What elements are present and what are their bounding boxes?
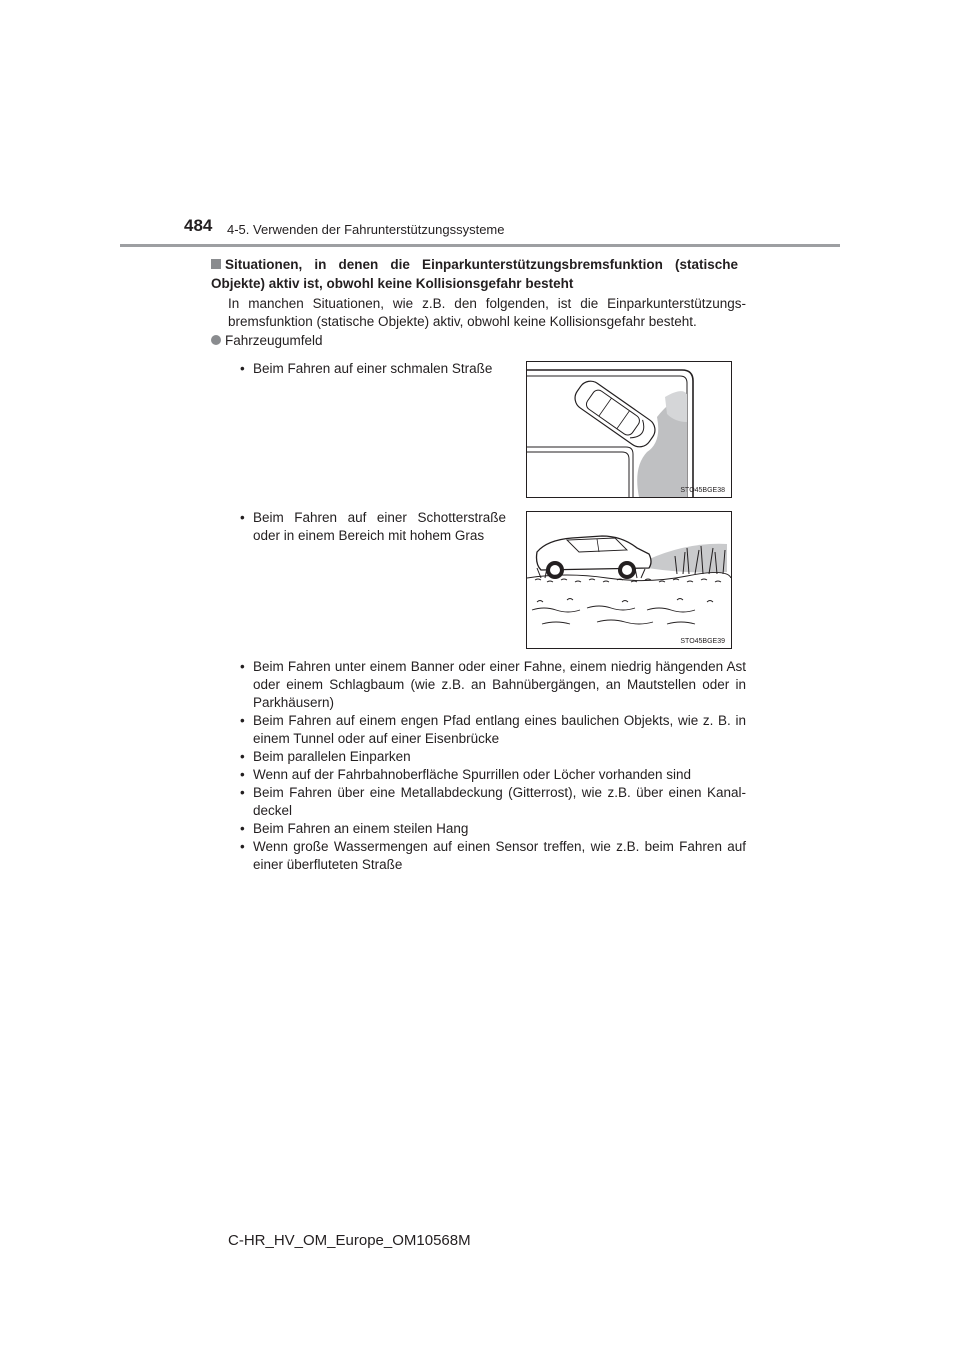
figure-narrow-road: [526, 361, 732, 498]
figure-caption: STO45BGE39: [680, 638, 725, 645]
list-item-text: Beim Fahren auf einer schmalen Straße: [253, 361, 493, 376]
list-item-text-line: Beim Fahren auf einem engen Pfad entlang eines baulichen Objekts, wie z. B. in: [253, 713, 746, 728]
bullet-dot: •: [240, 659, 245, 674]
list-item: [240, 509, 506, 545]
list-item-text: Beim Fahren an einem steilen Hang: [253, 821, 469, 836]
list-item-text-line: Parkhäusern): [253, 695, 335, 710]
bullet-dot: •: [240, 749, 245, 764]
list-item: [240, 360, 492, 378]
section-heading-line1: Situationen, in denen die Einparkunterstützungsbremsfunktion (statische: [225, 257, 738, 272]
gravel-road-illustration: [527, 512, 731, 648]
narrow-road-illustration: [527, 362, 731, 497]
intro-paragraph: [228, 295, 746, 331]
list-item: [240, 712, 746, 748]
intro-line2: bremsfunktion (statische Objekte) aktiv, obwohl keine Kollisionsgefahr besteht.: [228, 314, 697, 329]
subheading-text: Fahrzeugumfeld: [225, 333, 323, 348]
list-item-text-line: einem Tunnel oder auf einer Eisenbrücke: [253, 731, 500, 746]
bullet-dot: •: [240, 821, 245, 836]
list-item-text: Wenn auf der Fahrbahnoberfläche Spurrillen oder Löcher vorhanden sind: [253, 767, 692, 782]
bullet-dot: •: [240, 839, 245, 854]
figure-gravel-road: [526, 511, 732, 649]
list-item: [240, 748, 411, 766]
list-item: [240, 784, 746, 820]
figure-caption: STO45BGE38: [680, 487, 725, 494]
square-bullet-icon: [211, 259, 221, 269]
bullet-dot: •: [240, 785, 245, 800]
list-item-text-line: Beim Fahren unter einem Banner oder einer Fahne, einem niedrig hängenden Ast: [253, 659, 746, 674]
list-item-text-line: deckel: [253, 803, 293, 818]
subheading: [211, 333, 323, 348]
bullet-dot: •: [240, 510, 245, 525]
list-item-text-line: oder einem Schlagbaum (wie z.B. an Bahnübergängen, an Mautstellen oder in: [253, 677, 746, 692]
list-item-text-line: einer überfluteten Straße: [253, 857, 403, 872]
chapter-title: 4-5. Verwenden der Fahrunterstützungssysteme: [227, 222, 505, 237]
list-item-text: Beim parallelen Einparken: [253, 749, 411, 764]
document-id: C-HR_HV_OM_Europe_OM10568M: [228, 1232, 471, 1249]
bullet-dot: •: [240, 361, 245, 376]
list-item-text-line: Wenn große Wassermengen auf einen Sensor treffen, wie z.B. beim Fahren auf: [253, 839, 746, 854]
list-item-text-line: Beim Fahren auf einer Schotterstraße: [253, 510, 506, 525]
list-item: [240, 820, 468, 838]
intro-line1: In manchen Situationen, wie z.B. den folgenden, ist die Einparkunterstützungs-: [228, 296, 746, 311]
section-heading: [211, 255, 746, 293]
section-heading-line2: Objekte) aktiv ist, obwohl keine Kollisionsgefahr besteht: [211, 276, 574, 291]
list-item: [240, 838, 746, 874]
header-divider: [120, 244, 840, 247]
bullet-dot: •: [240, 767, 245, 782]
list-item-text-line: oder in einem Bereich mit hohem Gras: [253, 528, 485, 543]
list-item: [240, 658, 746, 712]
circle-bullet-icon: [211, 335, 221, 345]
page-number: 484: [184, 216, 213, 235]
list-item-text-line: Beim Fahren über eine Metallabdeckung (Gitterrost), wie z.B. über einen Kanal-: [253, 785, 746, 800]
bullet-dot: •: [240, 713, 245, 728]
list-item: [240, 766, 691, 784]
